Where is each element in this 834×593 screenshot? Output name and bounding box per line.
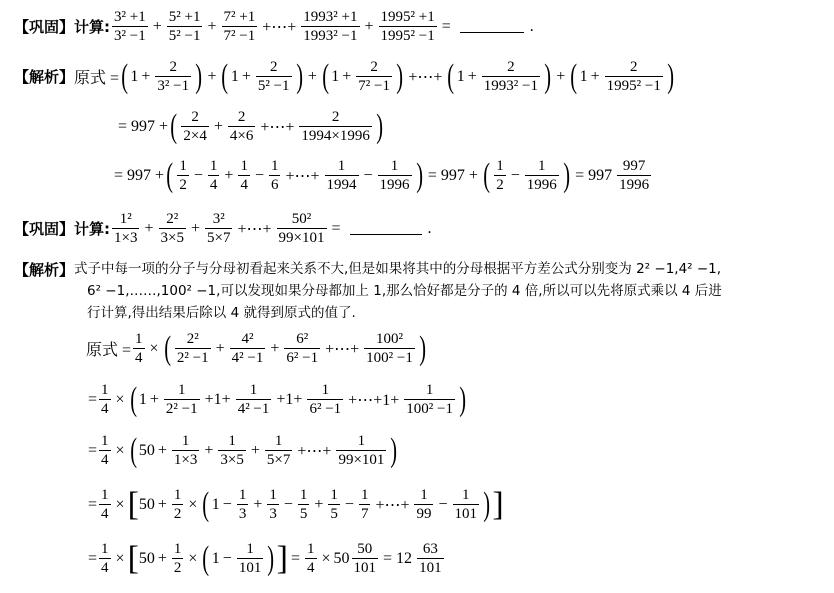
fraction: $\frac{1}{3\times 5}$: [220, 433, 244, 468]
answer-blank: [460, 20, 524, 33]
fraction: $\frac{1}{7}$: [360, 487, 369, 522]
fraction: $\frac{\text{2²}}{\text{2² −1}}$: [176, 331, 209, 366]
solution-2-step-4: = $\frac{1}{4}$ × [ 50 + $\frac{1}{2}$ × ( 1 − $\frac{1}{3}$ + $\frac{1}{3}$ − $\frac{1}{5}$ + $\frac{1}{5}$ − $\frac{1}{7}$ +⋯+ $\frac{1}{99}$ − $\frac{1}{101}$ ) ]: [88, 485, 504, 523]
fraction: $\frac{1}{\text{2² −1}}$: [165, 382, 198, 417]
problem-1-expression: $\frac{\text{3² +1}}{\text{3² −1}}$ + $\frac{\text{5² +1}}{\text{5² −1}}$ + $\frac{\text{7² +1}}{\text{7² −1}}$ +⋯+ $\frac{\text{1993² +1}}{\text{1993² −1}}$ + $\frac{\text{1995² +1}}{\text{1995² −1}}$ = .: [114, 9, 534, 44]
fraction: $\frac{2}{1994\times 1996}$: [301, 109, 370, 144]
fraction: $\frac{1}{\text{100² −1}}$: [406, 382, 453, 417]
fraction: $\frac{1}{5\times 7}$: [266, 433, 291, 468]
fraction: $\frac{1}{2}$: [179, 158, 187, 193]
fraction: $\frac{\text{3²}}{5\times 7}$: [207, 211, 231, 246]
fraction: $\frac{1}{4}$: [307, 541, 315, 576]
fraction: $\frac{\text{2²}}{3\times 5}$: [160, 211, 184, 246]
fraction: $\frac{\text{100²}}{\text{100² −1}}$: [366, 331, 413, 366]
fraction: $\frac{1}{1994}$: [326, 158, 357, 193]
solution-2-line-2: 6² −1,……,100² −1,可以发现如果分母都加上 1,那么恰好都是分子的 4 倍,所以可以先将原式乘以 4 后进: [87, 283, 722, 299]
fraction: $\frac{\text{4²}}{\text{4² −1}}$: [231, 331, 264, 366]
problem-1-prompt: 计算:: [74, 18, 111, 36]
fraction: $\frac{1}{2}$: [173, 541, 182, 576]
fraction: $\frac{\text{6²}}{\text{6² −1}}$: [286, 331, 319, 366]
problem-2-prompt: 计算:: [74, 220, 111, 238]
fraction: $\frac{1}{3}$: [238, 487, 247, 522]
fraction: $\frac{2}{\text{1993² −1}}$: [483, 59, 538, 94]
fraction: $\frac{1}{1\times 3}$: [173, 433, 198, 468]
fraction: $\frac{2}{\text{7² −1}}$: [358, 59, 390, 94]
problem-2: 【巩固】 计算: $\frac{\text{1²}}{1\times 3}$ + $\frac{\text{2²}}{3\times 5}$ + $\frac{\text{3²}}{5\times 7}$ +⋯+ $\frac{\text{50²}}{99\times 101}$ = .: [14, 211, 432, 246]
fraction: $\frac{1}{3}$: [269, 487, 277, 522]
fraction: $\frac{2}{\text{5² −1}}$: [257, 59, 290, 94]
solution-1-line-1: 【解析】 原式 = ( 1 + $\frac{2}{\text{3² −1}}$ ) + ( 1 + $\frac{2}{\text{5² −1}}$ ) + ( 1 + $\frac{2}{\text{7² −1}}$ ) +⋯+ ( 1 + $\frac{2}{\text{1993² −1}}$ ) + ( 1 + $\frac{2}{\text{1995² −1}}$ ): [14, 57, 674, 95]
solution-2-text: [14, 258, 722, 324]
problem-2-tag: 【巩固】: [14, 220, 75, 238]
fraction: $\frac{1}{4}$: [101, 487, 109, 522]
solution-2-line-3: 行计算,得出结果后除以 4 就得到原式的值了.: [87, 305, 356, 321]
fraction: $\frac{1}{99}$: [416, 487, 432, 522]
fraction: $\frac{1}{4}$: [101, 382, 109, 417]
fraction: $\frac{1}{2}$: [496, 158, 504, 193]
solution-2-step-3: = $\frac{1}{4}$ × ( 50 + $\frac{1}{1\times 3}$ + $\frac{1}{3\times 5}$ + $\frac{1}{5\times 7}$ +⋯+ $\frac{1}{99\times 101}$ ): [88, 431, 398, 469]
fraction: $\frac{1}{4}$: [135, 331, 143, 366]
fraction: $\frac{2}{2\times 4}$: [183, 109, 207, 144]
fraction: $\frac{1}{\text{6² −1}}$: [309, 382, 342, 417]
fraction: $\frac{\text{50²}}{99\times 101}$: [278, 211, 325, 246]
fraction: $\frac{1}{4}$: [101, 433, 109, 468]
fraction: $\frac{\text{1995² +1}}{\text{1995² −1}}$: [380, 9, 435, 44]
fraction: $\frac{1}{6}$: [270, 158, 279, 193]
result-fraction: $\frac{997}{1996}$: [619, 158, 650, 193]
fraction: $\frac{1}{5}$: [330, 487, 338, 522]
fraction: $\frac{1}{101}$: [454, 487, 478, 522]
fraction: $\frac{1}{4}$: [101, 541, 109, 576]
solution-2-line-1: 式子中每一项的分子与分母初看起来关系不大,但是如果将其中的分母根据平方差公式分别变为 2² −1,4² −1,: [74, 261, 722, 277]
fraction: $\frac{\text{1²}}{1\times 3}$: [114, 211, 138, 246]
solution-1-tag: 【解析】: [14, 68, 75, 86]
fraction: $\frac{2}{\text{3² −1}}$: [157, 59, 190, 94]
fraction: $\frac{1}{2}$: [173, 487, 182, 522]
fraction: $\frac{1}{5}$: [299, 487, 308, 522]
fraction: $\frac{\text{5² +1}}{\text{5² −1}}$: [168, 9, 201, 44]
fraction: $\frac{1}{4}$: [240, 158, 248, 193]
solution-2-step-5: = $\frac{1}{4}$ × [ 50 + $\frac{1}{2}$ × ( 1 − $\frac{1}{101}$ ) ] = $\frac{1}{4}$ × 50 $\frac{50}{101}$ = 12 $\frac{63}{101}$: [88, 539, 442, 577]
fraction: $\frac{1}{1996}$: [379, 158, 410, 193]
solution-2-tag: 【解析】: [14, 260, 75, 279]
problem-1: [14, 8, 534, 45]
fraction: $\frac{50}{101}$: [353, 541, 377, 576]
final-fraction: $\frac{63}{101}$: [419, 541, 442, 576]
lead-text: 原式 =: [74, 70, 120, 87]
fraction: $\frac{\text{7² +1}}{\text{7² −1}}$: [223, 9, 256, 44]
period: .: [529, 17, 534, 35]
fraction: $\frac{\text{1993² +1}}{\text{1993² −1}}$: [303, 9, 358, 44]
solution-1-line-2: = 997 + ( $\frac{2}{2\times 4}$ + $\frac{2}{4\times 6}$ +⋯+ $\frac{2}{1994\times 1996}$ ): [118, 107, 383, 145]
answer-blank: [350, 222, 422, 235]
solution-1-line-3: = 997 + ( $\frac{1}{2}$ − $\frac{1}{4}$ + $\frac{1}{4}$ − $\frac{1}{6}$ +⋯+ $\frac{1}{1994}$ − $\frac{1}{1996}$ ) = 997 + ( $\frac{1}{2}$ − $\frac{1}{1996}$ ) = 997 $\frac{997}{1996}$: [114, 156, 650, 194]
fraction: $\frac{\text{3² +1}}{\text{3² −1}}$: [114, 9, 146, 44]
fraction: $\frac{2}{\text{1995² −1}}$: [606, 59, 661, 94]
solution-2-step-1: 原式 = $\frac{1}{4}$ × ( $\frac{\text{2²}}{\text{2² −1}}$ + $\frac{\text{4²}}{\text{4² −1}}$ + $\frac{\text{6²}}{\text{6² −1}}$ +⋯+ $\frac{\text{100²}}{\text{100² −1}}$ ): [86, 329, 426, 367]
fraction: $\frac{2}{4\times 6}$: [229, 109, 254, 144]
fraction: $\frac{1}{\text{4² −1}}$: [237, 382, 270, 417]
fraction: $\frac{1}{1996}$: [526, 158, 557, 193]
period: .: [427, 219, 432, 237]
solution-2-step-2: = $\frac{1}{4}$ × ( 1 + $\frac{1}{\text{2² −1}}$ +1+ $\frac{1}{\text{4² −1}}$ +1+ $\frac{1}{\text{6² −1}}$ +⋯+1+ $\frac{1}{\text{100² −1}}$ ): [88, 380, 467, 418]
fraction: $\frac{1}{4}$: [209, 158, 218, 193]
fraction: $\frac{1}{99\times 101}$: [338, 433, 385, 468]
problem-1-tag: 【巩固】: [14, 18, 75, 36]
fraction: $\frac{1}{101}$: [238, 541, 262, 576]
